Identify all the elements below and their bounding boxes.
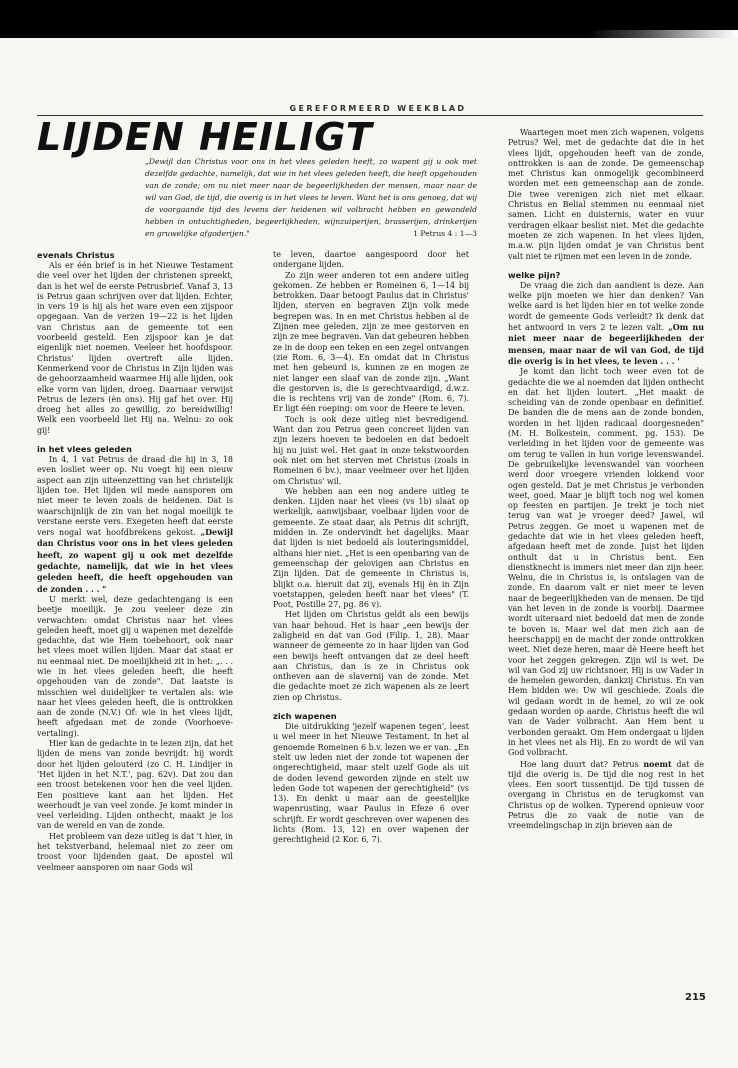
paragraph: te leven, daartoe aangespoord door het ondergane lijden. <box>273 250 469 270</box>
motto-text: „Dewijl dan Christus voor ons in het vlees geleden heeft, zo wapent gij u ook met dezelfde gedachte, namelijk, dat wie in het vlees geleden heeft, die heeft opgehouden van de zonde; om nu niet meer naar de begeerlijkheden der mensen, maar naar de wil van God, de tijd, die overig is in het vlees te leven. Want het is ons genoeg, dat wij de voorgaande tijd des levens der heidenen wil volbracht hebben en gewandeld hebben in ontuchtigheden, begeerlijkheden, wijnzuiperijen, brasserijen, drinkerijen en gruwelijke afgoderijen." <box>145 157 477 238</box>
article-title: LIJDEN HEILIGT <box>37 115 373 159</box>
paragraph: Hier kan de gedachte in te lezen zijn, dat het lijden de mens van zonde bevrijdt: hij wordt door het lijden gelouterd (zo C. H. Lindijer in 'Het lijden in het N.T.', pag. 62v). Dat zou dan een troost betekenen voor hen die veel lijden. Een positieve kant aan het lijden. Het weerhoudt je van veel zonde. Je komt minder in veel verleiding. Lijden onthecht, maakt je los van de wereld en van de zonde. <box>37 739 233 831</box>
article-motto <box>145 156 477 240</box>
paragraph-text: De vraag die zich dan aandient is deze. Aan welke pijn moeten we hier dan denken? Van welke aard is het lijden hier en tot welke zonde wordt de gemeente Gods verleidt? Ik denk dat het antwoord in vers 2 te lezen valt. <box>508 280 704 333</box>
paragraph-text: Hoe lang duurt dat? Petrus <box>520 759 639 769</box>
section-heading: evenals Christus <box>37 250 115 260</box>
paragraph: Het probleem van deze uitleg is dat 't hier, in het tekstverband, helemaal niet zo zeer om troost voor lijdenden gaat. De apostel wil veelmeer aansporen om naar Gods wil <box>37 831 233 872</box>
running-header: GEREFORMEERD WEEKBLAD <box>289 104 467 113</box>
paragraph: Zo zijn weer anderen tot een andere uitleg gekomen. Ze hebben er Romeinen 6, 1—14 bij betrokken. Daar betoogt Paulus dat in Christus' lijden, sterven en begraven Zijn volk mede begrepen was. In en met Christus hebben al de Zijnen mee geleden, zijn ze mee gestorven en zijn ze mee begraven. Van dat gebeuren hebben ze in de doop een teken en een zegel ontvangen (zie Rom. 6, 3—4). En omdat dat in Christus met hen gebeurd is, kunnen ze en mogen ze niet langer een slaaf van de zonde zijn. „Want die gestorven is, die is gerechtvaardigd, d.w.z. die is rechtens vrij van de zonde" (Rom. 6, 7). Er ligt één roeping: om voor de Heere te leven. <box>273 270 469 414</box>
page-number: 215 <box>685 992 706 1003</box>
paragraph: We hebben aan een nog andere uitleg te denken. Lijden naar het vlees (vs 1b) slaat op werkelijk, aanwijsbaar, voelbaar lijden voor de gemeente. Ze staat daar, als Petrus dit schrijft, midden in. Ze ondervindt het dagelijks. Maar dat lijden is niet bedoeld als louteringsmiddel, althans hier niet. „Het is een openbaring van de gemeenschap der gelovigen aan Christus en Zijn lijden. Dat de gemeente in Christus is, blijkt o.a. hieruit dat zij, evenals Hij èn in Zijn voetstappen, geleden heeft naar het vlees" (T. Poot, Postille 27, pg. 86 v). <box>273 486 469 610</box>
column-2 <box>273 250 469 846</box>
emphasis-bold: noemt <box>643 758 672 769</box>
column-3 <box>508 128 704 832</box>
paragraph: Als er één brief is in het Nieuwe Testament die veel over het lijden der christenen spreekt, dan is het wel de eerste Petrusbrief. Vanaf 3, 13 is Petrus gaan schrijven over dat lijden. Echter, in vers 19 is hij als het ware even een zijspoor opgegaan. Van de verzen 19—22 is het lijden van Christus aan de gemeente tot een voorbeeld gesteld. Een zijspoor kan je dat eigenlijk niet noemen. Veeleer het hoofdspoor. Christus' lijden overtreft alle lijden. Kenmerkend voor de Christus in Zijn lijden was de gehoorzaamheid waarmee Hij alle lijden, ook elke vorm van lijden, droeg. Daarnaar verwijst Petrus de lezers (èn ons). Hij gaf het over. Hij droeg het alles zo gewillig, zo bereidwillig! Welk een voorbeeld liet Hij na. Welnu: zo ook gij! <box>37 261 234 435</box>
quote-bold: „Dewijl dan Christus voor ons in het vlees geleden heeft, zo wapent gij u ook met dezelfde gedachte, namelijk, dat wie in het vlees geleden heeft, die heeft opgehouden van de zonden . . . " <box>37 527 233 594</box>
paragraph <box>508 281 704 367</box>
paragraph-text: In 4, 1 vat Petrus de draad die hij in 3, 18 even losliet weer op. Nu voegt hij een nieuw aspect aan zijn uiteenzetting van het christelijk lijden toe. Het lijden wil mede aansporen om niet meer te leven zoals de heidenen. Dat is waarschijnlijk de zin van het nogal moeilijk te verstane eerste vers. Exegeten heeft dat eerste vers nogal wat hoofdbrekens gekost. <box>37 455 233 538</box>
paragraph <box>508 759 704 832</box>
scan-top-band <box>0 0 738 38</box>
section-heading: welke pijn? <box>508 269 561 280</box>
paragraph: Toch is ook deze uitleg niet bevredigend. Want dan zou Petrus geen concreet lijden van zijn lezers hoeven te bedoelen en dat bedoelt hij nu juist wel. Het gaat in onze tekstwoorden ook niet om het sterven met Christus (zoals in Romeinen 6 bv.), maar veelmeer over het lijden om Christus' wil. <box>273 414 469 486</box>
paragraph-text: dat de tijd die overig is. De tijd die nog rest in het vlees. Een soort tussentijd. De tijd tussen de overgang in Christus en de terugkomst van Christus op de wolken. Typerend opnieuw voor Petrus die zo vaak de notie van de vreemdelingschap in zijn brieven aan de <box>508 759 704 831</box>
motto-reference: 1 Petrus 4 : 1—3 <box>413 229 477 238</box>
paragraph: Het lijden om Christus geldt als een bewijs van haar behoud. Het is haar „een bewijs der zaligheid en dat van God (Filip. 1, 28). Maar wanneer de gemeente zo in haar lijden van God een bewijs heeft ontvangen dat ze deel heeft aan Christus, dan is ze in Christus ook ontheven aan de slavernij van de zonde. Met die gedachte moet ze zich wapenen als ze leert zien op Christus. <box>273 610 469 702</box>
quote-bold: „Om nu niet meer naar de begeerlijkheden der mensen, maar naar de wil van God, de tijd die overig is in het vlees, te leven . . . ' <box>508 322 705 366</box>
section-heading: zich wapenen <box>273 711 337 722</box>
paragraph: Die uitdrukking 'jezelf wapenen tegen', leest u wel meer in het Nieuwe Testament. In het al genoemde Romeinen 6 b.v. lezen we er van. „En stelt uw leden niet der zonde tot wapenen der ongerechtigheid, maar stelt uzelf Gode als uit de doden levend geworden zijnde en stelt uw leden Gode tot wapenen der gerechtigheid" (vs 13). En denkt u maar aan de geestelijke wapenrusting, waar Paulus in Efeze 6 over schrijft. Er wordt geschreven over wapenen des lichts (Rom. 13, 12) en over wapenen der gerechtigheid (2 Kor. 6, 7). <box>273 722 469 845</box>
column-1 <box>37 250 233 873</box>
paragraph: U merkt wel, deze gedachtengang is een beetje moeilijk. Je zou veeleer deze zin verwachten: omdat Christus naar het vlees geleden heeft, moet gij u wapenen met dezelfde gedachte, dat wie Hem toebehoort, ook naar het vlees moet willen lijden. Maar dat staat er nu eenmaal niet. De moeilijkheid zit in het: „. . . wie in het vlees geleden heeft, die heeft opgehouden van de zonde". Dat laatste is misschien wel duidelijker te vertalen als: wie naar het vlees geleden heeft, die is onttrokken aan de zonde (N.V.) Of: wie in het vlees lijdt, heeft afgedaan met de zonde (Voorhoeve-vertaling). <box>37 594 233 738</box>
paragraph <box>37 455 233 595</box>
paragraph: Je komt dan licht toch weer even tot de gedachte die we al noemden dat lijden onthecht en dat het lijden loutert. „Het maakt de scheiding van de zonde openbaar en definitief. De banden die de mens aan de zonde bonden, worden in het lijden radicaal doorgesneden" (M. H. Bolkestein, comment. pg. 153). De verleiding in het lijden voor de gemeente was om terug te vallen in hun vorige levenswandel. De gebruikelijke levenswandel van voorheen werd door vroegere vrienden lokkend voor ogen gesteld. Dat je met Christus je verbonden weet, goed. Maar je blijft toch nog wel komen op feesten en partijen. Je trekt je toch niet terug van wat je vroeger deed? Jawel, wil Petrus zeggen. Ge moet u wapenen met de gedachte dat wie in het vlees geleden heeft, afgedaan heeft met de zonde. Juist het lijden onthult dat u in Christus bent. Een dienstknecht is immers niet meer dan zijn heer. Welnu, die in Christus is, is ontslagen van de zonde. En daarom valt er niet meer te leven naar de begeerlijkheden van de mensen. De tijd van het leven in de zonde is voorbij. Daarmee wordt uiteraard niet bedoeld dat men de zonde te boven is. Maar wel dat men zich aan de heerschappij en de macht der zonde onttrokken weet. Niet deze heren, maar dè Heere heeft het voor het zeggen gekregen. Zijn wil is wet. De wil van God zij uw richtsnoer. Hij is uw Vader in de hemelen geworden, dankzij Christus. En van Hem bidden we: Uw wil geschiede. Zoals die wil gedaan wordt in de hemel, zo wil ze ook gedaan worden op aarde. Christus heeft die wil van de Vader volbracht. Aan Hem bent u verbonden geraakt. Om Hem ondergaat u lijden in het vlees net als Hij. En zo wordt de wil van God volbracht. <box>508 367 704 758</box>
section-heading: in het vlees geleden <box>37 444 132 455</box>
paragraph: Waartegen moet men zich wapenen, volgens Petrus? Wel, met de gedachte dat die in het vlees lijdt, opgehouden heeft van de zonde, onttrokken is aan de zonde. De gemeenschap met Christus kan onmogelijk gecombineerd worden met een gemeenschap aan de zonde. Die twee verenigen zich niet met elkaar. Christus en Belial stemmen nu eenmaal niet samen. Licht en duisternis, water en vuur verdragen elkaar beslist niet. Met die gedachte moeten ze zich wapenen. In het vlees lijden, m.a.w. pijn lijden omdat je van Christus bent valt niet te rijmen met een leven in de zonde. <box>508 128 704 261</box>
